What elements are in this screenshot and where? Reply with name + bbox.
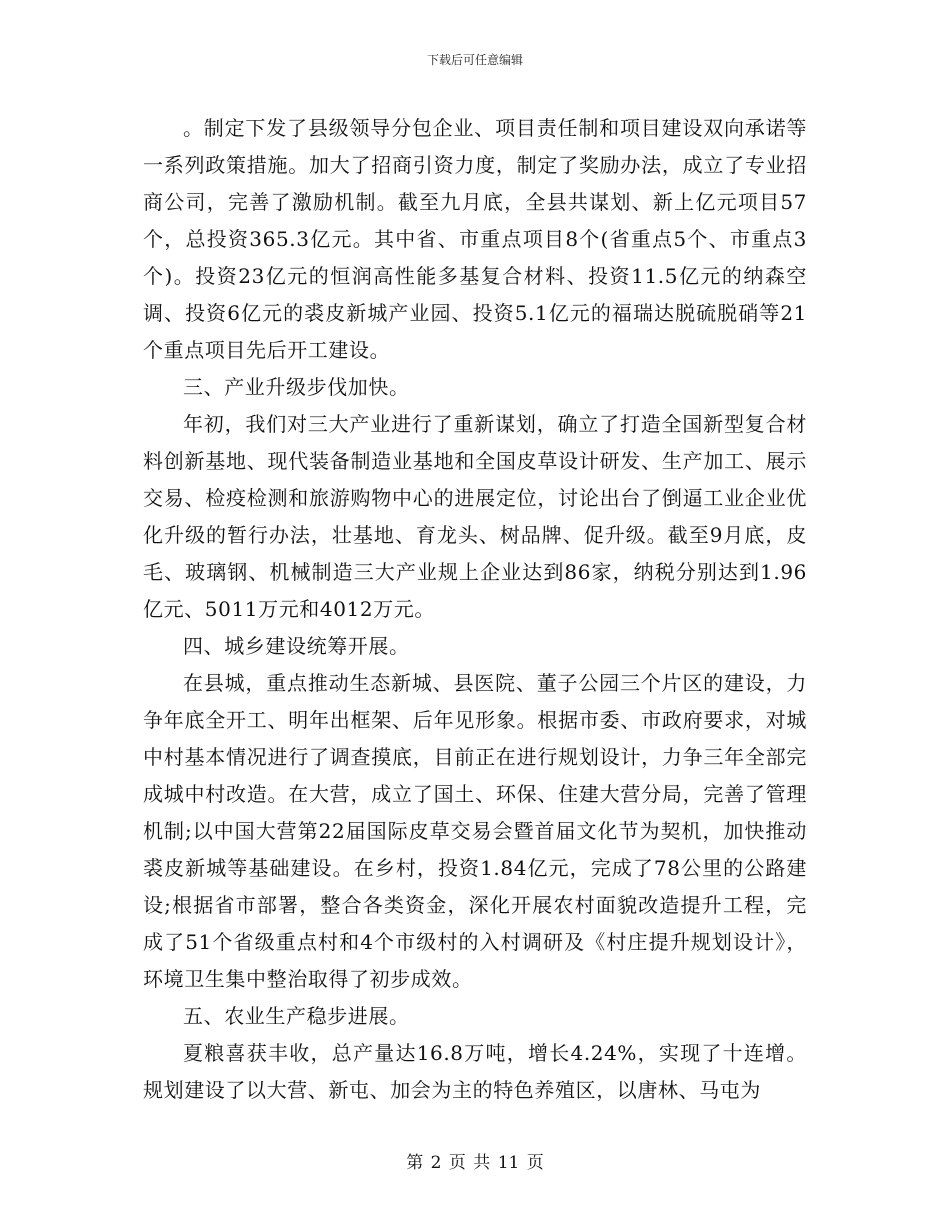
document-body (143, 110, 807, 1109)
page-number-footer: 第 2 页 共 11 页 (406, 1153, 544, 1173)
paragraph-industry: 年初，我们对三大产业进行了重新谋划，确立了打造全国新型复合材料创新基地、现代装备制造业基地和全国皮草设计研发、生产加工、展示交易、检疫检测和旅游购物中心的进展定位，讨论出台了倒逼工业企业优化升级的暂行办法，壮基地、育龙头、树品牌、促升级。截至9月底，皮毛、玻璃钢、机械制造三大产业规上企业达到86家，纳税分别达到1.96亿元、5011万元和4012万元。 (143, 412, 807, 621)
section-heading-agriculture: 五、农业生产稳步进展。 (183, 1004, 410, 1028)
page-header: 下载后可任意编辑 (426, 53, 523, 67)
section-heading-industry: 三、产业升级步伐加快。 (183, 375, 410, 399)
paragraph-agriculture: 夏粮喜获丰收，总产量达16.8万吨，增长4.24%，实现了十连增。规划建设了以大营、新屯、加会为主的特色养殖区，以唐林、马屯为 (143, 1041, 807, 1102)
paragraph-investment: 。制定下发了县级领导分包企业、项目责任制和项目建设双向承诺等一系列政策措施。加大了招商引资力度，制定了奖励办法，成立了专业招商公司，完善了激励机制。截至九月底，全县共谋划、新上亿元项目57个，总投资365.3亿元。其中省、市重点项目8个(省重点5个、市重点3个)。投资23亿元的恒润高性能多基复合材料、投资11.5亿元的纳森空调、投资6亿元的裘皮新城产业园、投资5.1亿元的福瑞达脱硫脱硝等21个重点项目先后开工建设。 (143, 116, 807, 362)
paragraph-urban-rural: 在县城，重点推动生态新城、县医院、董子公园三个片区的建设，力争年底全开工、明年出框架、后年见形象。根据市委、市政府要求，对城中村基本情况进行了调查摸底，目前正在进行规划设计，力争三年全部完成城中村改造。在大营，成立了国土、环保、住建大营分局，完善了管理机制;以中国大营第22届国际皮草交易会暨首届文化节为契机，加快推动裘皮新城等基础建设。在乡村，投资1.84亿元，完成了78公里的公路建设;根据省市部署，整合各类资金，深化开展农村面貌改造提升工程，完成了51个省级重点村和4个市级村的入村调研及《村庄提升规划设计》，环境卫生集中整治取得了初步成效。 (143, 671, 807, 991)
section-heading-urban-rural: 四、城乡建设统筹开展。 (183, 634, 410, 658)
